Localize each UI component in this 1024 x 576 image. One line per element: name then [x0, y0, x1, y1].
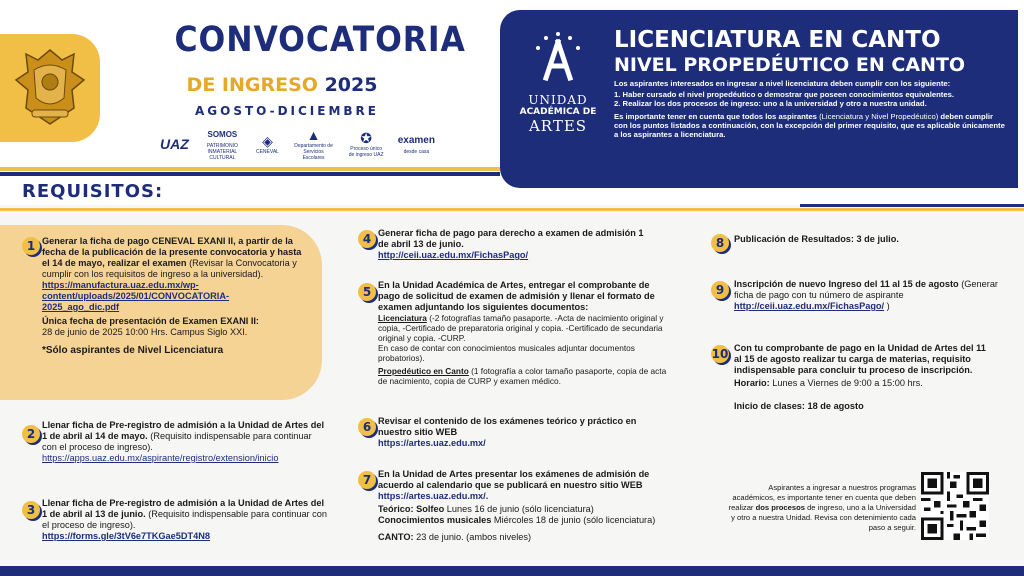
- partner-logo-somos: SOMOS PATRIMONIO INMATERIAL CULTURAL: [206, 130, 238, 161]
- lic-important: Es importante tener en cuenta que todos los aspirantes (Licenciatura y Nivel Propedéutico) deben cumplir con los puntos listados a continuación, con la excepción del primer requisito, que es aplicable únicamente a los aspirantes a licenciatura.: [614, 112, 1005, 139]
- step-6-number: 6: [358, 418, 376, 436]
- licenciatura-requirements: [614, 79, 1006, 141]
- step-9-link[interactable]: http://ceii.uaz.edu.mx/FichasPago/: [734, 301, 885, 311]
- lic-intro: Los aspirantes interesados en ingresar a nivel licenciatura deben cumplir con los siguiente:: [614, 79, 951, 88]
- unidad-logo-line1: UNIDAD: [528, 93, 588, 107]
- partner-logo-proceso-unico: ✪ Proceso único de ingreso UAZ: [348, 130, 384, 158]
- ingreso-label: DE INGRESO: [186, 74, 318, 96]
- step-1-number: 1: [22, 237, 40, 255]
- unidad-logo-line3: ARTES: [528, 117, 588, 135]
- step-4-link[interactable]: http://ceii.uaz.edu.mx/FichasPago/: [378, 250, 529, 260]
- gold-separator: [0, 208, 1024, 211]
- period-label: AGOSTO-DICIEMBRE: [195, 104, 379, 118]
- year-label: 2025: [324, 74, 378, 96]
- step-1-text: Generar la ficha de pago CENEVAL EXANI II, a partir de la fecha de la publicación de la presente convocatoria y hasta el 14 de mayo, realizar el examen (Revisar la Convocatoria y cumplir con los requisitos de ingreso a la universidad). https://manufactura.uaz.edu.mx/wp-content/uploads/2025/01/CONVOCATORIA-2025_ago_dic.pdf Única fecha de presentación de Examen EXANI II: 28 de junio de 2025 10:00 Hrs. Campus Siglo XXI. *Sólo aspirantes de Nivel Licenciatura: [42, 236, 304, 356]
- unidad-artes-logo: [518, 28, 598, 158]
- artes-a-icon: [528, 28, 588, 88]
- step-4-number: 4: [358, 230, 376, 248]
- step-3-number: 3: [22, 501, 40, 519]
- step-4-text: Generar ficha de pago para derecho a examen de admisión 1 de abril 13 de junio. http://ceii.uaz.edu.mx/FichasPago/: [378, 228, 648, 261]
- step-10-text: Con tu comprobante de pago en la Unidad de Artes del 11 al 15 de agosto realizar tu carga de materias, requisito indispensable para concluir tu proceso de inscripción. Horario: Lunes a Viernes de 9:00 a 15:00 hrs. Inicio de clases: 18 de agosto: [734, 343, 986, 411]
- step-8-number: 8: [711, 234, 729, 252]
- partner-logo-ceneval: ◈ CENEVAL: [255, 133, 279, 155]
- partner-logo-uaz: UAZ: [160, 136, 189, 152]
- step-5-number: 5: [358, 283, 376, 301]
- navy-accent-bar: [800, 204, 1024, 207]
- step-9-number: 9: [711, 281, 729, 299]
- unidad-logo-line2: ACADÉMICA DE: [519, 107, 597, 117]
- step-3-link[interactable]: https://forms.gle/3tV6e7TKGae5DT4N8: [42, 531, 210, 541]
- footer-note: Aspirantes a ingresar a nuestros programas académicos, es importante tener en cuenta que deben realizar dos procesos de ingreso, uno a la Universidad y otro a nuestra Unidad. Revisa con detenimiento cada paso a seguir.: [728, 483, 916, 532]
- lic-req-1: 1. Haber cursado el nivel propedéutico o demostrar que poseen conocimientos equivalentes.: [614, 90, 955, 99]
- university-seal-icon: [10, 46, 90, 130]
- step-10-number: 10: [711, 347, 729, 361]
- navy-divider: [0, 172, 500, 176]
- partner-logo-examen-desde-casa: examen desde casa: [397, 135, 435, 155]
- step-7-text: En la Unidad de Artes presentar los exámenes de admisión de acuerdo al calendario que se publicará en nuestro sitio WEB https://artes.uaz.edu.mx/. Teórico: Solfeo Lunes 16 de junio (sólo licenciatura) Conocimientos musicales Miércoles 18 de junio (sólo licenciatura) CANTO: 23 de junio. (ambos niveles): [378, 469, 656, 542]
- licenciatura-title: LICENCIATURA EN CANTO: [614, 27, 941, 53]
- step-7-link[interactable]: https://artes.uaz.edu.mx/.: [378, 491, 489, 501]
- step-1-link[interactable]: https://manufactura.uaz.edu.mx/wp-content/uploads/2025/01/CONVOCATORIA-2025_ago_dic.pdf: [42, 280, 230, 312]
- step-1-note: *Sólo aspirantes de Nivel Licenciatura: [42, 345, 224, 356]
- step-6-link[interactable]: https://artes.uaz.edu.mx/: [378, 438, 486, 448]
- convocatoria-title: CONVOCATORIA: [174, 20, 466, 60]
- requisitos-heading: REQUISITOS:: [22, 181, 164, 202]
- step-9-text: Inscripción de nuevo Ingreso del 11 al 15 de agosto (Generar ficha de pago con tu número de aspirante http://ceii.uaz.edu.mx/FichasPago/ ): [734, 279, 998, 311]
- bottom-navy-bar: [0, 566, 1024, 576]
- partner-logos: [160, 128, 435, 160]
- step-2-text: Llenar ficha de Pre-registro de admisión a la Unidad de Artes del 1 de abril al 14 de mayo. (Requisito indispensable para continuar con el proceso de ingreso). https://apps.uaz.edu.mx/aspirante/registro/extension/inicio: [42, 420, 327, 464]
- step-6-text: Revisar el contenido de los exámenes teórico y práctico en nuestro sitio WEB https://artes.uaz.edu.mx/: [378, 416, 648, 449]
- step-5-text: En la Unidad Académica de Artes, entregar el comprobante de pago de solicitud de examen de admisión y llenar el formato de examen adjuntando los siguientes documentos: Licenciatura (-2 fotografías tamaño pasaporte. -Acta de nacimiento original y copia, -Certificado de preparatoria original y copia. -Certificado de secundaria original y copia. -CURP. En caso de contar con conocimientos musicales adjuntar documentos probatorios). Propedéutico en Canto (1 fotografía a color tamaño pasaporte, copia de acta de nacimiento, copia de CURP y examen médico.: [378, 280, 667, 386]
- qr-code-icon[interactable]: [921, 472, 989, 540]
- gold-divider: [0, 167, 500, 171]
- step-8-text: Publicación de Resultados: 3 de julio.: [734, 234, 899, 244]
- propedeutico-subtitle: NIVEL PROPEDÉUTICO EN CANTO: [614, 54, 966, 76]
- partner-logo-servicios-escolares: ▲ Departamento de Servicios Escolares: [294, 127, 333, 161]
- lic-req-2: 2. Realizar los dos procesos de ingreso: uno a la universidad y otro a nuestra unidad.: [614, 99, 927, 108]
- step-7-number: 7: [358, 471, 376, 489]
- step-2-number: 2: [22, 425, 40, 443]
- step-2-link[interactable]: https://apps.uaz.edu.mx/aspirante/registro/extension/inicio: [42, 453, 279, 463]
- step-3-text: Llenar ficha de Pre-registro de admisión a la Unidad de Artes del 1 de abril al 13 de junio. (Requisito indispensable para continuar con el proceso de ingreso). https://forms.gle/3tV6e7TKGae5DT4N8: [42, 498, 327, 541]
- ingreso-subtitle: [182, 74, 382, 96]
